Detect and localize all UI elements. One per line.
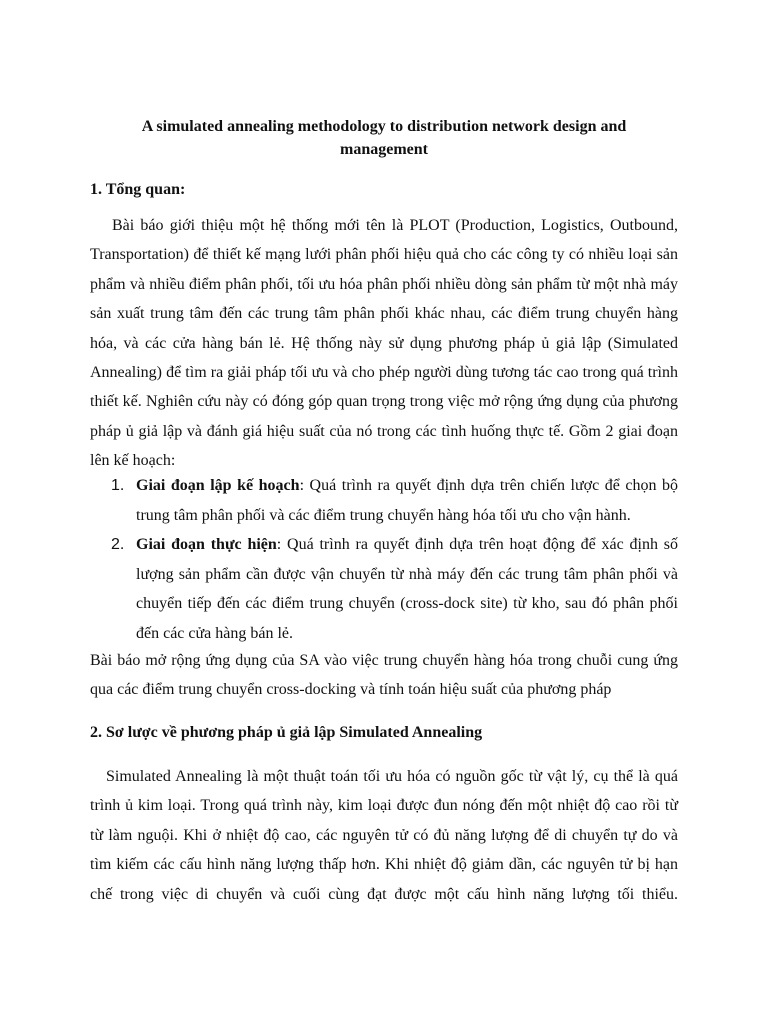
list-item-text: : Quá trình ra quyết định dựa trên hoạt động để xác định số lượng sản phẩm cần được vận chuyển từ nhà máy đến các trung tâm phân phối và chuyển tiếp đến các điểm trung chuyển (cross-dock site) từ kho, sau đó phân phối đến các cửa hàng bán lẻ. (136, 536, 679, 642)
list-item (136, 530, 678, 648)
list-item-text: : Quá trình ra quyết định dựa trên chiến lược để chọn bộ trung tâm phân phối và các điểm trung chuyển hàng hóa tối ưu cho vận hành. (136, 477, 679, 524)
list-item-number: 1. (111, 477, 125, 494)
section-1-intro-paragraph: Bài báo giới thiệu một hệ thống mới tên là PLOT (Production, Logistics, Outbound, Transportation) để thiết kế mạng lưới phân phối hiệu quả cho các công ty có nhiều loại sản phẩm và nhiều điểm phân phối, tối ưu hóa phân phối nhiều dòng sản phẩm từ một nhà máy sản xuất trung tâm đến các trung tâm phân phối khác nhau, các điểm trung chuyển hàng hóa, và các cửa hàng bán lẻ. Hệ thống này sử dụng phương pháp ủ giả lập (Simulated Annealing) để tìm ra giải pháp tối ưu và cho phép người dùng tương tác cao trong quá trình thiết kế. Nghiên cứu này có đóng góp quan trọng trong việc mở rộng ứng dụng của phương pháp ủ giả lập và đánh giá hiệu suất của nó trong các tình huống thực tế. Gồm 2 giai đoạn lên kế hoạch: (90, 217, 678, 470)
section-1-closing-paragraph: Bài báo mở rộng ứng dụng của SA vào việc trung chuyển hàng hóa trong chuỗi cung ứng qua các điểm trung chuyển cross-docking và tính toán hiệu suất của phương pháp (90, 652, 678, 699)
list-item-term: Giai đoạn lập kế hoạch (136, 477, 300, 494)
section-2-paragraph: Simulated Annealing là một thuật toán tối ưu hóa có nguồn gốc từ vật lý, cụ thể là quá trình ủ kim loại. Trong quá trình này, kim loại được đun nóng đến một nhiệt độ cao rồi từ từ làm nguội. Khi ở nhiệt độ cao, các nguyên tử có đủ năng lượng để di chuyển tự do và tìm kiếm các cấu hình năng lượng thấp hơn. Khi nhiệt độ giảm dần, các nguyên tử bị hạn chế trong việc di chuyển và cuối cùng đạt được một cấu hình năng lượng tối thiểu. (90, 768, 678, 903)
list-item-number: 2. (111, 536, 125, 553)
section-1-heading: 1. Tổng quan: (90, 181, 186, 198)
section-2-heading: 2. Sơ lược về phương pháp ủ giả lập Simulated Annealing (90, 724, 483, 741)
list-item-term: Giai đoạn thực hiện (136, 536, 277, 553)
list-item (136, 471, 678, 530)
document-title: A simulated annealing methodology to distribution network design and management (141, 118, 627, 158)
